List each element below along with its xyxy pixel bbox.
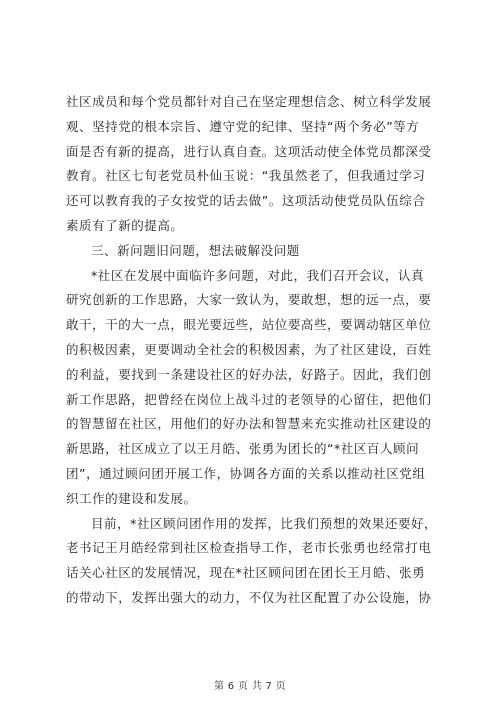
text-line: 新工作思路，把曾经在岗位上战斗过的老领导的心留住，把他们 xyxy=(66,391,432,407)
text-line: 的智慧留在社区，用他们的好办法和智慧来充实推动社区建设的 xyxy=(66,416,432,432)
text-line: 老书记王月皓经常到社区检查指导工作，老市长张勇也经常打电 xyxy=(66,540,432,556)
page-footer: 第 6 页 共 7 页 xyxy=(214,681,286,692)
text-line: 素质有了新的提高。 xyxy=(66,217,184,233)
section-heading: 三、新问题旧问题，想法破解没问题 xyxy=(91,242,300,258)
text-line: 教育。社区七旬老党员朴仙玉说：“我虽然老了，但我通过学习 xyxy=(66,168,426,184)
paragraph-first-line: *社区在发展中面临许多问题，对此，我们召开会议，认真 xyxy=(91,267,425,283)
text-line: 社区成员和每个党员都针对自己在坚定理想信念、树立科学发展 xyxy=(66,94,432,109)
text-line: 的积极因素，更要调动全社会的积极因素，为了社区建设，百姓 xyxy=(66,341,432,357)
text-line: 面是否有新的提高，进行认真自查。这项活动使全体党员都深受 xyxy=(66,143,432,159)
text-line: 话关心社区的发展情况，现在*社区顾问团在团长王月皓、张勇 xyxy=(66,565,426,581)
text-line: 还可以教育我的子女按党的话去做”。这项活动使党员队伍综合 xyxy=(66,193,426,209)
text-line: 观、坚持党的根本宗旨、遵守党的纪律、坚持“两个务必”等方 xyxy=(66,118,420,134)
text-line: 研究创新的工作思路，大家一致认为，要敢想，想的远一点，要 xyxy=(66,292,432,308)
body-text xyxy=(66,90,436,611)
text-line: 的利益，要找到一条建设社区的好办法，好路子。因此，我们创 xyxy=(66,366,432,382)
text-line: 织工作的建设和发展。 xyxy=(66,490,197,506)
text-line: 敢干，干的大一点，眼光要远些，站位要高些，要调动辖区单位 xyxy=(66,317,432,333)
text-line: 团”，通过顾问团开展工作，协调各方面的关系以推动社区党组 xyxy=(66,465,426,481)
text-line: 的带动下，发挥出强大的动力，不仅为社区配置了办公设施，协 xyxy=(66,589,432,605)
text-line: 新思路，社区成立了以王月皓、张勇为团长的“*社区百人顾问 xyxy=(66,441,420,457)
paragraph-first-line: 目前，*社区顾问团作用的发挥，比我们预想的效果还要好， xyxy=(91,515,438,531)
